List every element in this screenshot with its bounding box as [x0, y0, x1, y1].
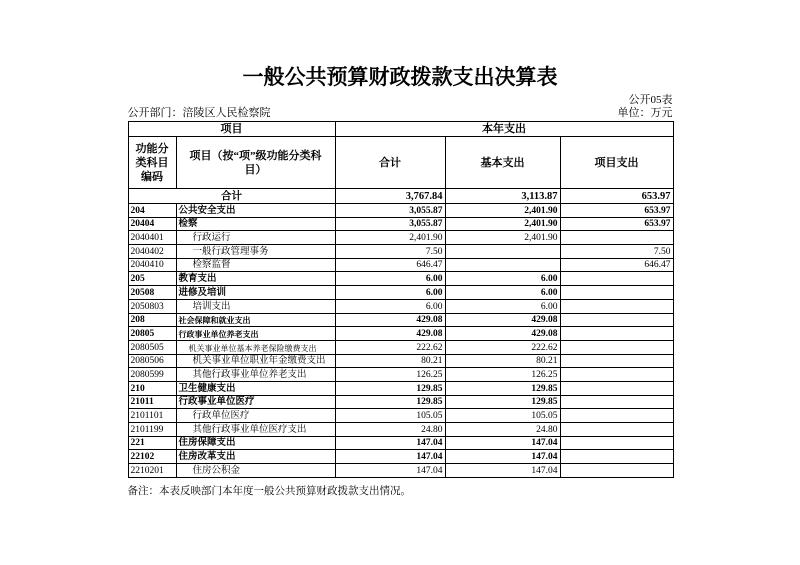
basic-cell: 429.08	[445, 313, 560, 327]
basic-cell: 147.04	[445, 436, 560, 450]
code-cell: 22102	[128, 450, 176, 464]
basic-cell: 24.80	[445, 423, 560, 437]
budget-table	[128, 121, 674, 478]
table-row	[128, 258, 673, 272]
total-basic-cell: 3,113.87	[445, 189, 560, 204]
item-cell: 教育支出	[176, 272, 335, 286]
basic-cell: 129.85	[445, 395, 560, 409]
total-cell: 3,055.87	[335, 217, 445, 231]
item-cell: 住房改革支出	[176, 450, 335, 464]
item-cell: 公共安全支出	[176, 204, 335, 218]
total-cell: 7.50	[335, 245, 445, 259]
table-row	[128, 286, 673, 300]
total-cell: 429.08	[335, 313, 445, 327]
total-cell: 129.85	[335, 395, 445, 409]
basic-cell: 80.21	[445, 354, 560, 368]
project-cell	[560, 231, 673, 245]
total-cell: 222.62	[335, 340, 445, 354]
table-row	[128, 245, 673, 259]
header-basic-column: 基本支出	[445, 137, 560, 189]
item-cell: 行政事业单位医疗	[176, 395, 335, 409]
table-row	[128, 423, 673, 437]
basic-cell: 147.04	[445, 464, 560, 478]
project-cell	[560, 436, 673, 450]
table-row	[128, 272, 673, 286]
total-cell: 6.00	[335, 272, 445, 286]
header-code-column: 功能分类科目编码	[128, 137, 176, 189]
code-cell: 2040410	[128, 258, 176, 272]
unit-label: 单位：万元	[617, 107, 673, 119]
item-cell: 机关事业单位基本养老保险缴费支出	[176, 340, 335, 354]
table-row	[128, 231, 673, 245]
basic-cell: 2,401.90	[445, 204, 560, 218]
table-body	[128, 189, 673, 478]
code-cell: 20508	[128, 286, 176, 300]
table-row	[128, 327, 673, 341]
code-cell: 2080506	[128, 354, 176, 368]
project-cell	[560, 354, 673, 368]
total-cell: 147.04	[335, 450, 445, 464]
table-number: 公开05表	[628, 94, 673, 106]
table-row	[128, 368, 673, 382]
item-cell: 进修及培训	[176, 286, 335, 300]
basic-cell: 105.05	[445, 409, 560, 423]
table-row	[128, 354, 673, 368]
total-cell: 126.25	[335, 368, 445, 382]
header-columns-row	[128, 137, 673, 189]
project-cell	[560, 450, 673, 464]
code-cell: 2080505	[128, 340, 176, 354]
header-project-column: 项目支出	[560, 137, 673, 189]
table-row	[128, 464, 673, 478]
project-cell	[560, 340, 673, 354]
table-row	[128, 313, 673, 327]
basic-cell	[445, 258, 560, 272]
item-cell: 行政事业单位养老支出	[176, 327, 335, 341]
header-year-expenditure-group: 本年支出	[335, 122, 673, 137]
code-cell: 210	[128, 381, 176, 395]
header-total-column: 合计	[335, 137, 445, 189]
basic-cell: 2,401.90	[445, 231, 560, 245]
total-cell: 24.80	[335, 423, 445, 437]
basic-cell: 147.04	[445, 450, 560, 464]
code-cell: 208	[128, 313, 176, 327]
project-cell: 653.97	[560, 217, 673, 231]
header-group-row	[128, 122, 673, 137]
table-row	[128, 436, 673, 450]
code-cell: 205	[128, 272, 176, 286]
item-cell: 行政单位医疗	[176, 409, 335, 423]
code-cell: 20805	[128, 327, 176, 341]
project-cell	[560, 286, 673, 300]
header-project-group: 项目	[128, 122, 335, 137]
footnote: 备注：本表反映部门本年度一般公共预算财政拨款支出情况。	[127, 485, 411, 497]
item-cell: 培训支出	[176, 299, 335, 313]
total-cell: 129.85	[335, 381, 445, 395]
total-cell: 2,401.90	[335, 231, 445, 245]
project-cell	[560, 299, 673, 313]
project-cell	[560, 368, 673, 382]
total-cell: 6.00	[335, 286, 445, 300]
meta-row	[128, 107, 673, 120]
project-cell: 7.50	[560, 245, 673, 259]
item-cell: 检察	[176, 217, 335, 231]
code-cell: 2080599	[128, 368, 176, 382]
total-cell: 147.04	[335, 436, 445, 450]
total-cell: 80.21	[335, 354, 445, 368]
code-cell: 2040402	[128, 245, 176, 259]
basic-cell: 129.85	[445, 381, 560, 395]
basic-cell: 2,401.90	[445, 217, 560, 231]
total-cell: 646.47	[335, 258, 445, 272]
basic-cell: 6.00	[445, 272, 560, 286]
total-row	[128, 189, 673, 204]
table-row	[128, 340, 673, 354]
total-cell: 6.00	[335, 299, 445, 313]
table-row	[128, 204, 673, 218]
table-row	[128, 217, 673, 231]
basic-cell	[445, 245, 560, 259]
total-sum-cell: 3,767.84	[335, 189, 445, 204]
item-cell: 其他行政事业单位养老支出	[176, 368, 335, 382]
code-cell: 2101101	[128, 409, 176, 423]
project-cell	[560, 381, 673, 395]
item-cell: 行政运行	[176, 231, 335, 245]
project-cell	[560, 272, 673, 286]
total-cell: 105.05	[335, 409, 445, 423]
project-cell	[560, 409, 673, 423]
project-cell: 653.97	[560, 204, 673, 218]
document-page	[128, 0, 673, 498]
total-cell: 3,055.87	[335, 204, 445, 218]
total-label-cell: 合计	[128, 189, 335, 204]
item-cell: 其他行政事业单位医疗支出	[176, 423, 335, 437]
code-cell: 2050803	[128, 299, 176, 313]
page-title: 一般公共预算财政拨款支出决算表	[242, 65, 558, 89]
code-cell: 21011	[128, 395, 176, 409]
project-cell	[560, 464, 673, 478]
total-project-cell: 653.97	[560, 189, 673, 204]
basic-cell: 6.00	[445, 299, 560, 313]
project-cell	[560, 395, 673, 409]
code-cell: 2101199	[128, 423, 176, 437]
header-item-column: 项目（按“项”级功能分类科目）	[176, 137, 335, 189]
code-cell: 2210201	[128, 464, 176, 478]
project-cell	[560, 313, 673, 327]
code-cell: 221	[128, 436, 176, 450]
item-cell: 机关事业单位职业年金缴费支出	[176, 354, 335, 368]
department-label: 公开部门：涪陵区人民检察院	[127, 107, 271, 119]
item-cell: 住房保障支出	[176, 436, 335, 450]
item-cell: 住房公积金	[176, 464, 335, 478]
basic-cell: 126.25	[445, 368, 560, 382]
project-cell	[560, 423, 673, 437]
table-row	[128, 409, 673, 423]
code-cell: 2040401	[128, 231, 176, 245]
code-cell: 20404	[128, 217, 176, 231]
basic-cell: 222.62	[445, 340, 560, 354]
basic-cell: 429.08	[445, 327, 560, 341]
item-cell: 社会保障和就业支出	[176, 313, 335, 327]
project-cell: 646.47	[560, 258, 673, 272]
table-row	[128, 395, 673, 409]
basic-cell: 6.00	[445, 286, 560, 300]
item-cell: 卫生健康支出	[176, 381, 335, 395]
table-row	[128, 381, 673, 395]
item-cell: 一般行政管理事务	[176, 245, 335, 259]
item-cell: 检察监督	[176, 258, 335, 272]
total-cell: 147.04	[335, 464, 445, 478]
code-cell: 204	[128, 204, 176, 218]
table-row	[128, 450, 673, 464]
total-cell: 429.08	[335, 327, 445, 341]
table-row	[128, 299, 673, 313]
project-cell	[560, 327, 673, 341]
